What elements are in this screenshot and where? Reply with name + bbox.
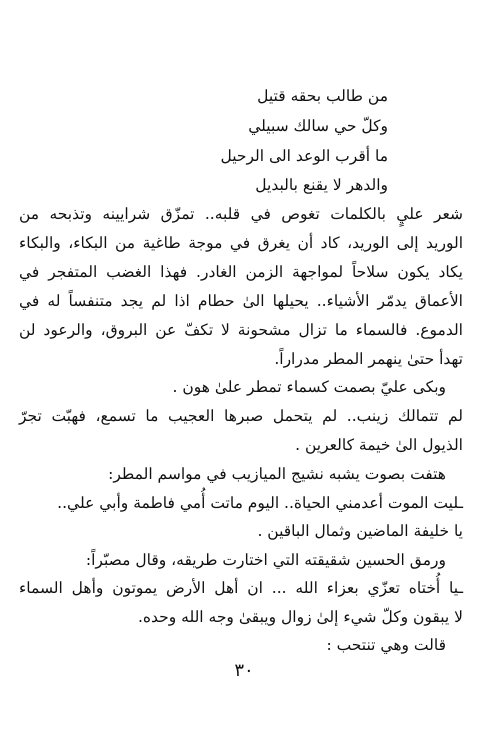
paragraph-line: شعر عليٍ بالكلمات تغوص في قلبه.. تمزّق شرايينه وتذبحه من [19,205,463,223]
paragraph-line: الوريد إلى الوريد، كاد أن يغرق في موجة طاغية من البكاء، والبكاء [19,234,463,252]
dialogue-line: ـيا أُختاه تعزّي بعزاء الله ... ان أهل الأرض يموتون وأهل السماء [19,579,463,597]
paragraph-line: الذيول الىٰ خيمة كالعرين . [295,436,463,454]
dialogue-line: لا يبقون وكلّ شيء إلىٰ زوال ويبقىٰ وجه الله وحده. [137,608,463,626]
paragraph-line: الأعماق يدمّر الأشياء.. يحيلها الىٰ حطام اذا لم يجد متنفساً له في [19,292,463,310]
dialogue-line: يا خليفة الماضين وثمال الباقين . [257,522,463,540]
poem-line: من طالب بحقه قتيل [257,87,388,105]
paragraph-line: ورمق الحسين شقيقته التي اختارت طريقه، وقال مصبّراً: [85,551,446,569]
paragraph-line: هتفت بصوت يشبه نشيج الميازيب في مواسم المطر: [108,465,446,483]
paragraph-line: وبكى عليّ بصمت كسماء تمطر علىٰ هون . [172,378,446,396]
dialogue-line: ـليت الموت أعدمني الحياة.. اليوم ماتت أُمي فاطمة وأبي علي.. [57,494,463,512]
poem-line: والدهر لا يقنع بالبديل [255,176,388,194]
paragraph-line: لم تتمالك زينب.. لم يتحمل صبرها العجيب ما تسمع، فهبّت تجرّ [19,407,463,425]
paragraph-line: يكاد يكون سلاحاً لمواجهة الزمن الغادر. فهذا الغضب المتفجر في [19,263,463,281]
paragraph-line: قالت وهي تنتحب : [326,636,446,654]
page-number: ٣٠ [234,660,254,681]
poem-line: ما أقرب الوعد الى الرحيل [220,147,388,165]
paragraph-line: تهدأ حتىٰ ينهمر المطر مدراراً. [274,350,463,368]
poem-line: وكلّ حي سالك سبيلي [248,117,388,135]
paragraph-line: الدموع. فالسماء ما تزال مشحونة لا تكفّ عن البروق، والرعود لن [19,321,463,339]
